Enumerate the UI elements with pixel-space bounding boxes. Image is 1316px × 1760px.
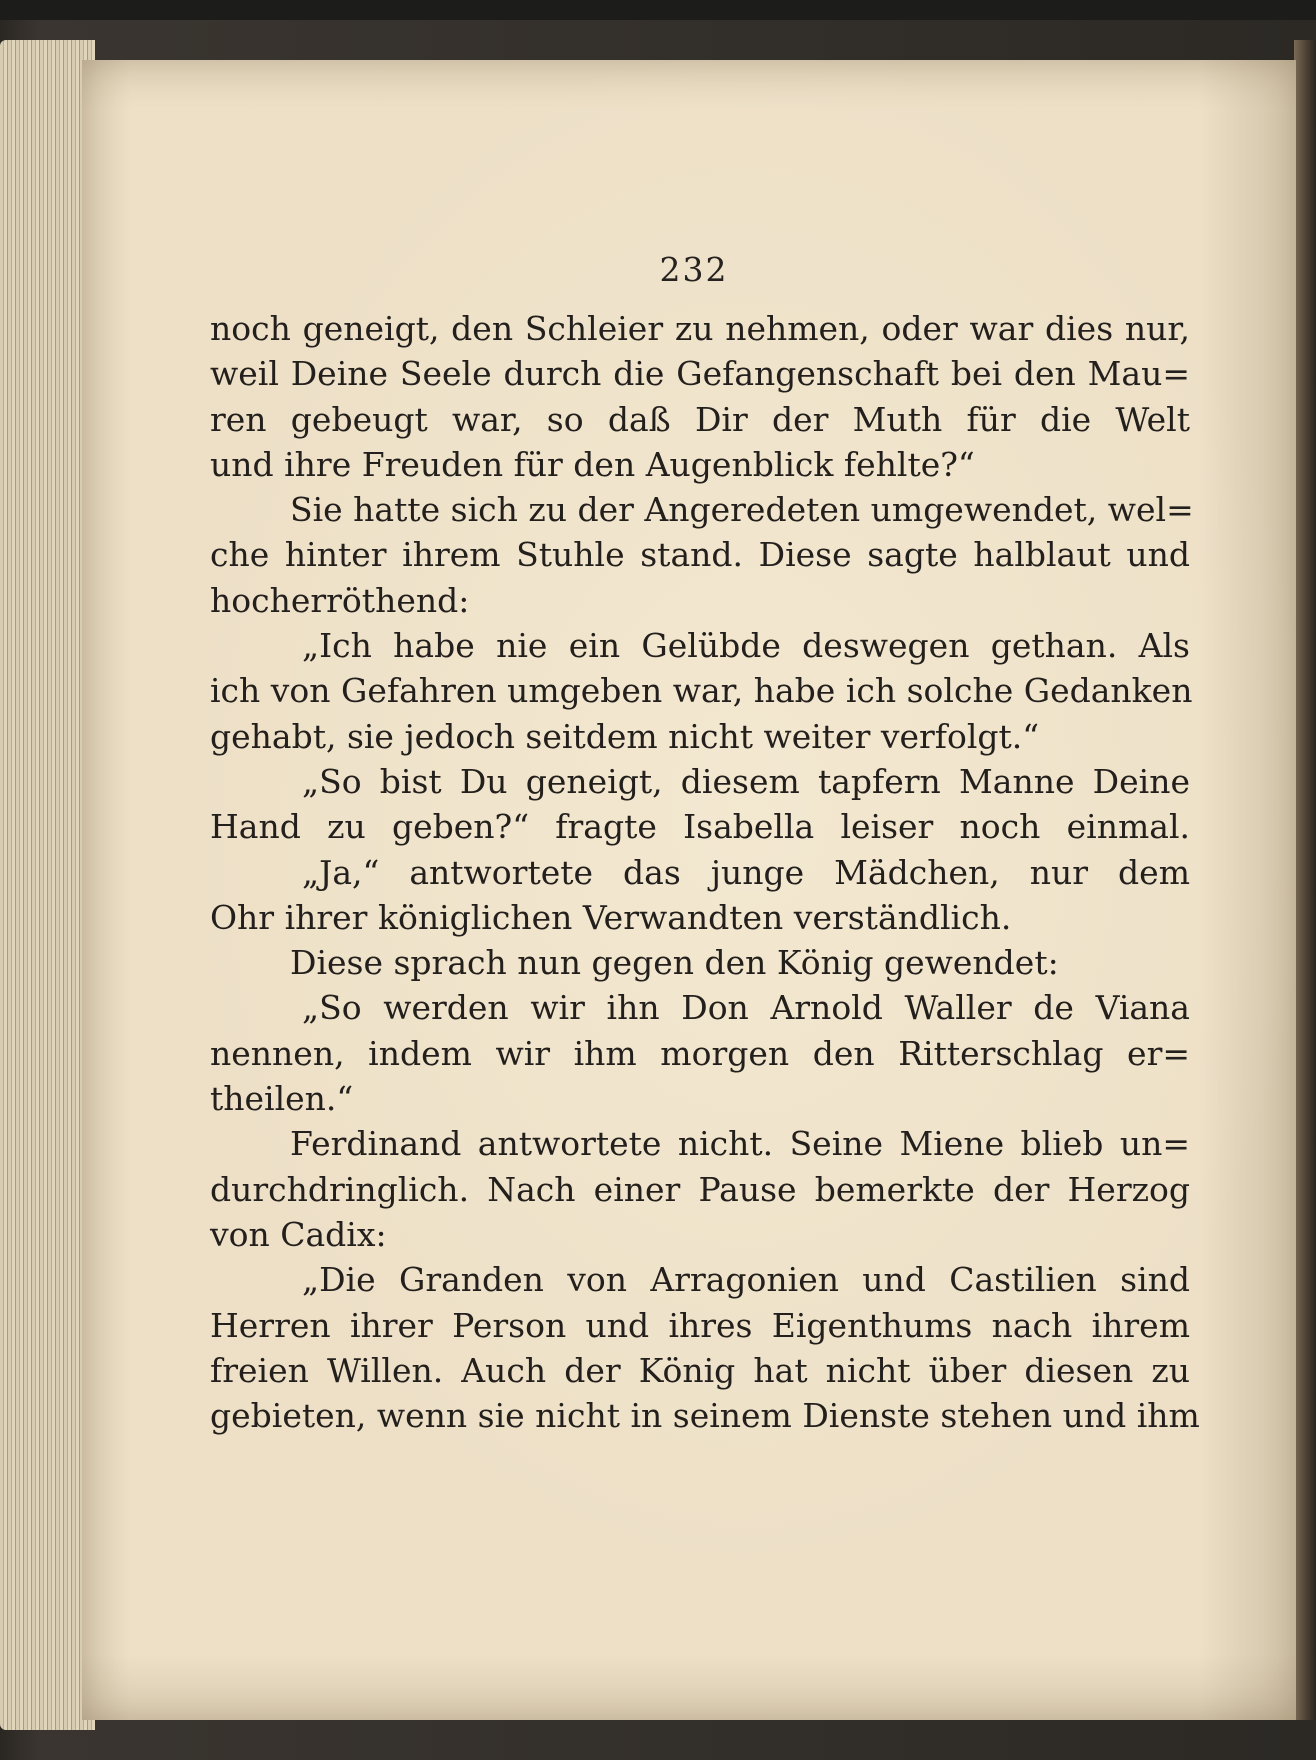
body-text [210,306,1200,1438]
text-line: freien Willen. Auch der König hat nicht über diesen zu [210,1350,1190,1390]
text-line: hocherröthend: [210,580,470,620]
text-line: che hinter ihrem Stuhle stand. Diese sagte halblaut und [210,535,1190,575]
text-line: Sie hatte sich zu der Angeredeten umgewendet, wel= [290,490,1194,530]
page-number: 232 [659,250,729,289]
text-line: ren gebeugt war, so daß Dir der Muth für die Welt [210,399,1190,439]
text-line: Hand zu geben?“ fragte Isabella leiser noch einmal. [210,807,1190,847]
text-line: „Ich habe nie ein Gelübde deswegen gethan. Als [302,626,1190,666]
text-line: Ferdinand antwortete nicht. Seine Miene blieb un= [290,1124,1190,1164]
text-line: und ihre Freuden für den Augenblick fehlte?“ [210,444,975,484]
text-line: „So werden wir ihn Don Arnold Waller de Viana [302,988,1190,1028]
page-edges [0,40,95,1730]
text-line: „Die Granden von Arragonien und Castilien sind [302,1260,1190,1300]
text-line: theilen.“ [210,1079,354,1119]
text-line: „So bist Du geneigt, diesem tapfern Manne Deine [302,761,1190,801]
text-line: noch geneigt, den Schleier zu nehmen, oder war dies nur, [210,309,1190,348]
text-line: durchdringlich. Nach einer Pause bemerkte der Herzog [210,1169,1190,1209]
text-line: gebieten, wenn sie nicht in seinem Dienste stehen und ihm [210,1396,1200,1436]
text-line: nennen, indem wir ihm morgen den Ritterschlag er= [210,1033,1190,1073]
book-binding [1294,40,1316,1720]
text-line: ich von Gefahren umgeben war, habe ich solche Gedanken [210,671,1193,711]
text-line: weil Deine Seele durch die Gefangenschaft bei den Mau= [210,354,1190,394]
text-line: gehabt, sie jedoch seitdem nicht weiter verfolgt.“ [210,716,1040,756]
text-line: von Cadix: [210,1214,387,1254]
text-line: „Ja,“ antwortete das junge Mädchen, nur dem [302,852,1190,892]
text-line: Herren ihrer Person und ihres Eigenthums nach ihrem [210,1305,1190,1345]
text-line: Ohr ihrer königlichen Verwandten verständlich. [210,897,1012,937]
text-line: Diese sprach nun gegen den König gewendet: [290,943,1059,983]
